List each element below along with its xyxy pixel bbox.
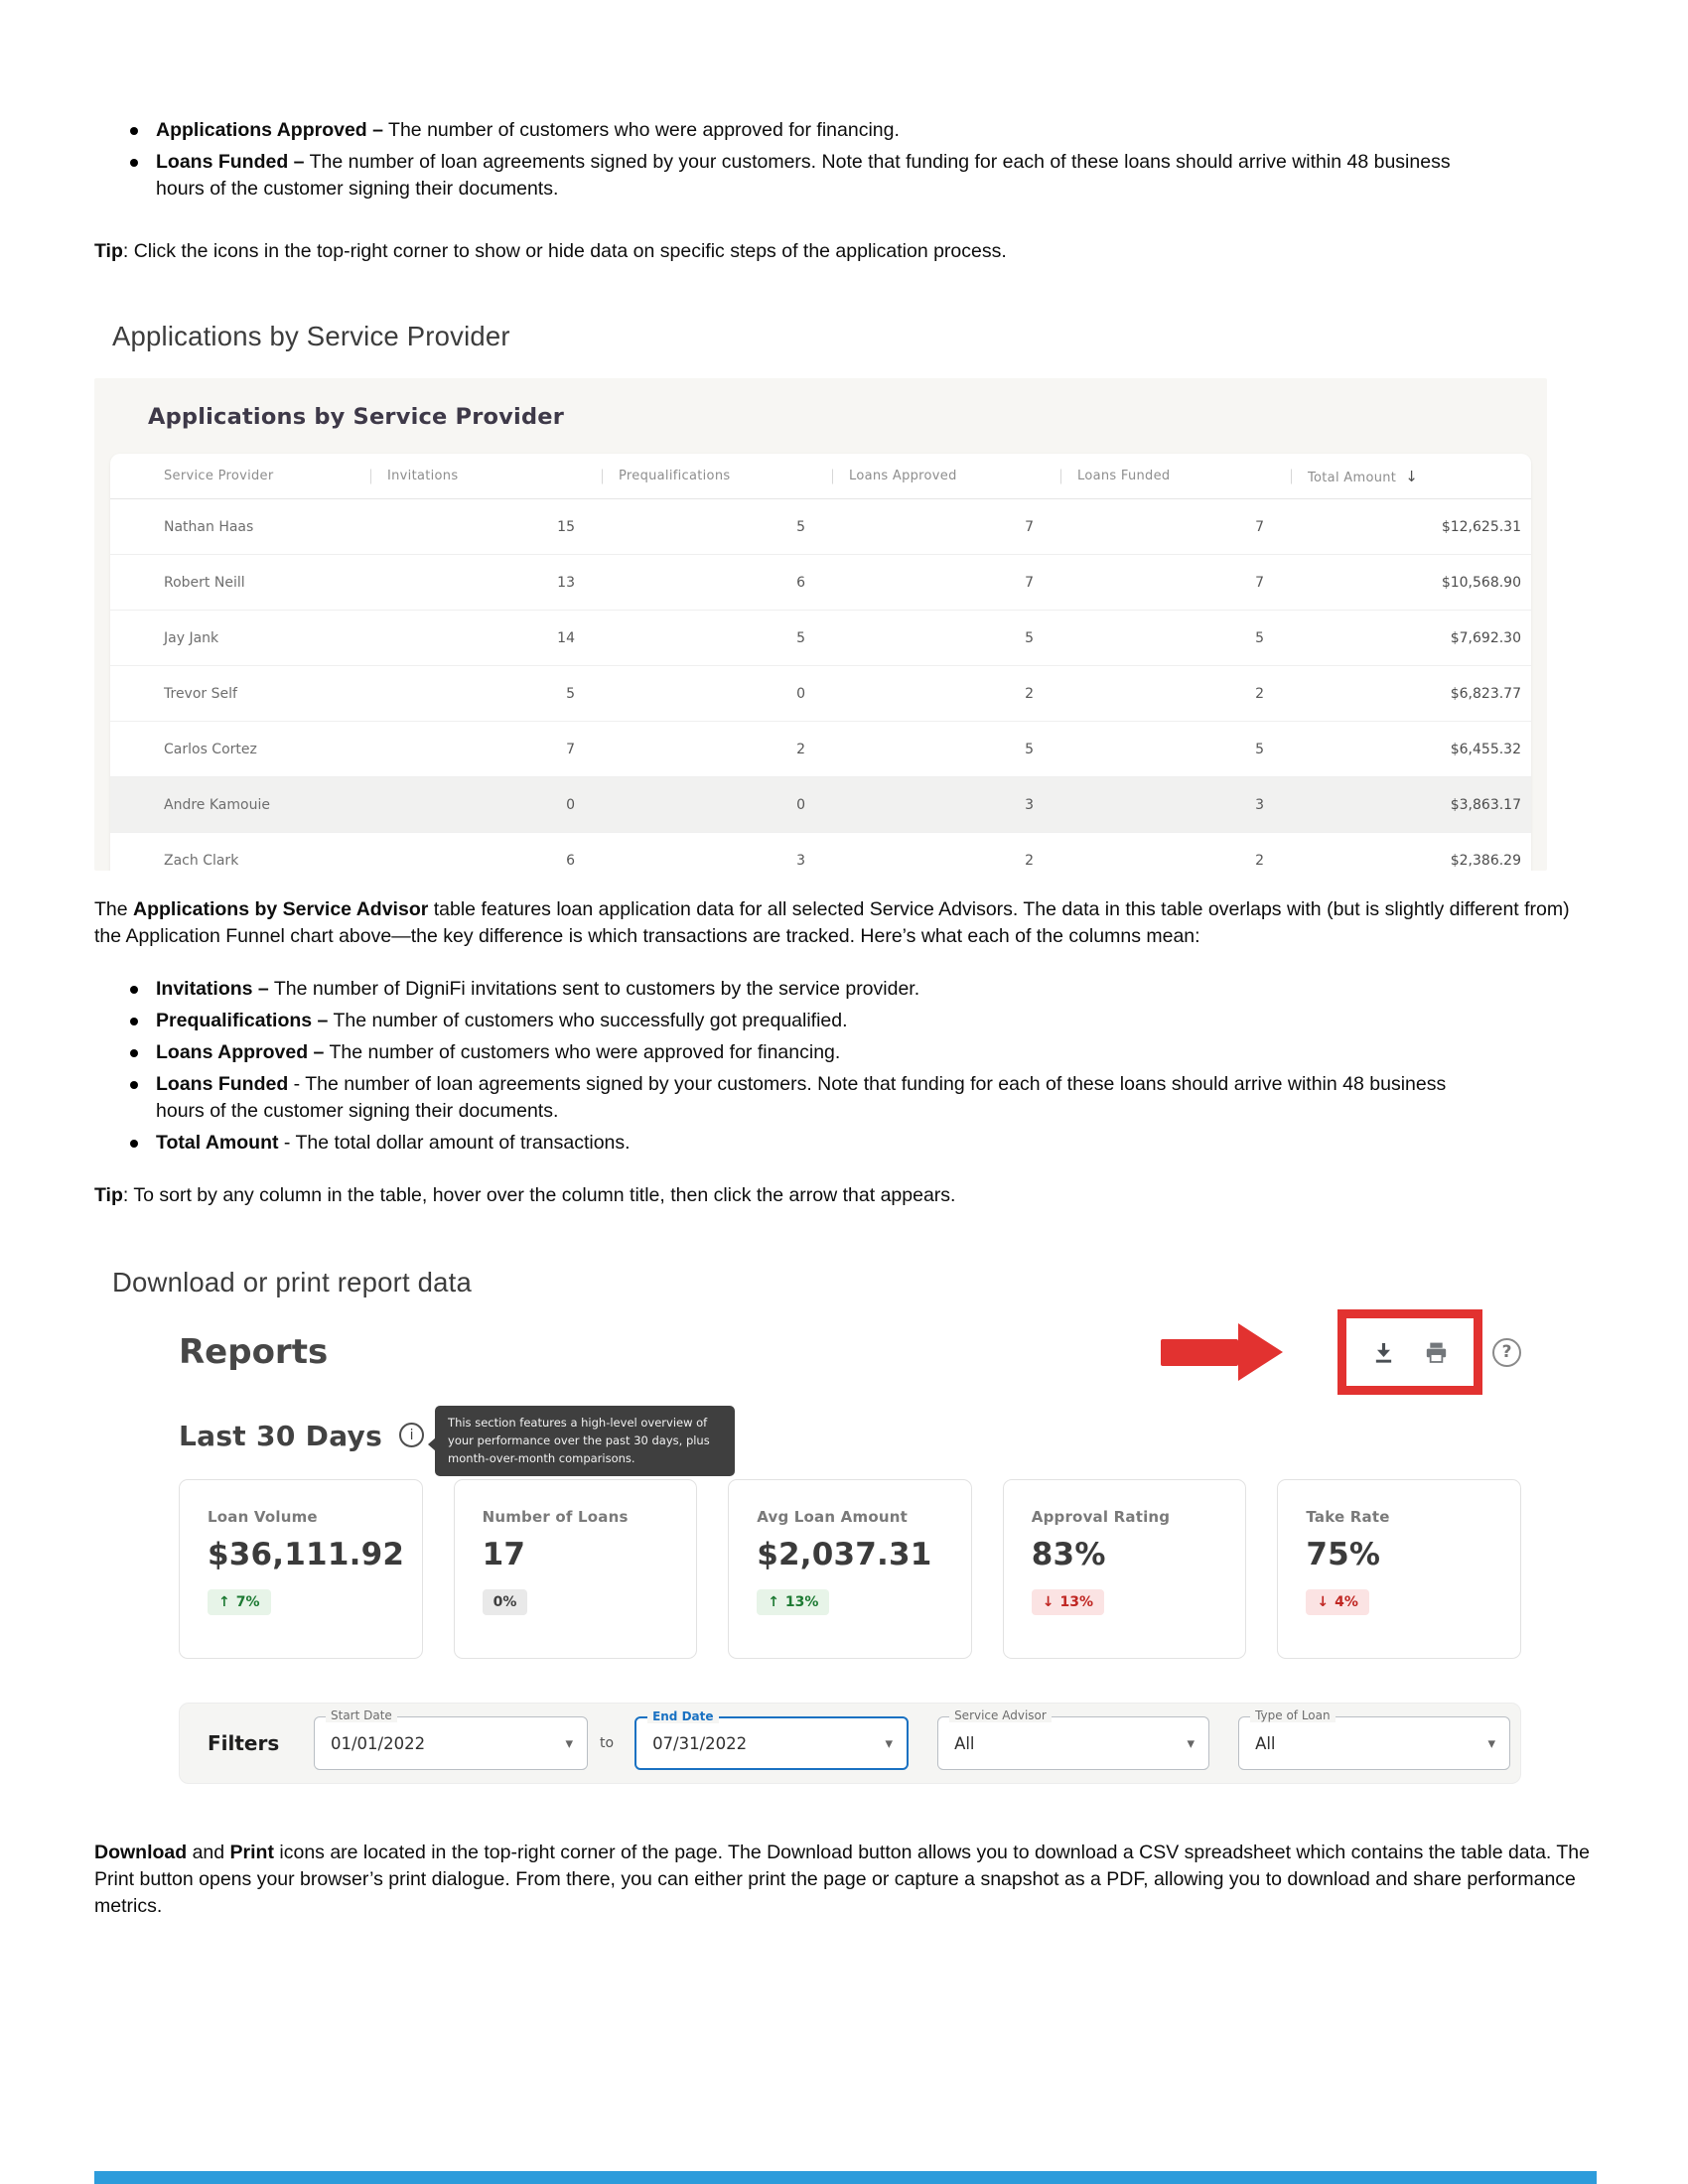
column-header-service-provider[interactable]: Service Provider (164, 469, 274, 483)
service-advisor-select[interactable] (937, 1708, 1209, 1770)
metric-delta-badge (757, 1589, 829, 1615)
section-heading-download-or-print: Download or print report data (112, 1267, 472, 1297)
metric-delta: 0% (492, 1594, 517, 1610)
bullet-term: Loans Funded (156, 1073, 289, 1095)
column-header-loans-approved[interactable]: Loans Approved (832, 469, 1060, 483)
metric-label: Approval Rating (1031, 1508, 1171, 1526)
column-header-label: Total Amount (1308, 470, 1397, 485)
cell-service-provider: Andre Kamouie (164, 796, 270, 813)
metric-label: Take Rate (1306, 1508, 1390, 1526)
cell-total-amount: $12,625.31 (1441, 518, 1521, 535)
start-date-select[interactable] (314, 1708, 588, 1770)
bullet-item (156, 976, 1455, 1003)
start-date-label: Start Date (326, 1708, 397, 1722)
cell-prequalifications: 5 (796, 518, 805, 535)
cell-invitations: 15 (557, 518, 575, 535)
metric-card (1003, 1479, 1247, 1659)
service-provider-table (110, 454, 1531, 871)
cell-loans-approved: 7 (1025, 518, 1034, 535)
cell-prequalifications: 6 (796, 574, 805, 591)
bullet-item (156, 149, 1455, 203)
caret-down-icon: ▾ (1487, 1734, 1496, 1752)
cell-invitations: 13 (557, 574, 575, 591)
column-header-loans-funded[interactable]: Loans Funded (1060, 469, 1291, 483)
table-body (110, 499, 1531, 871)
download-icon[interactable] (1370, 1339, 1397, 1366)
bullet-item (156, 1071, 1455, 1125)
period-label: Last 30 Days (179, 1420, 383, 1452)
help-icon[interactable]: ? (1492, 1338, 1521, 1367)
filters-label: Filters (208, 1731, 280, 1755)
filters-bar (179, 1703, 1521, 1784)
caret-down-icon: ▾ (885, 1734, 894, 1752)
metric-delta: 7% (235, 1594, 260, 1610)
cell-loans-funded: 3 (1255, 796, 1264, 813)
cell-loans-funded: 2 (1255, 685, 1264, 702)
cell-prequalifications: 0 (796, 685, 805, 702)
end-date-label: End Date (647, 1709, 718, 1723)
bullet-item (156, 1039, 1455, 1066)
embedded-reports-screenshot (179, 1308, 1521, 1784)
cell-total-amount: $7,692.30 (1450, 629, 1521, 646)
cell-prequalifications: 2 (796, 741, 805, 757)
reports-header (179, 1308, 1521, 1396)
cell-service-provider: Zach Clark (164, 852, 239, 869)
bullet-desc: The number of customers who successfully got prequalified. (328, 1010, 848, 1031)
column-definition-list (94, 976, 1457, 1157)
cell-service-provider: Nathan Haas (164, 518, 254, 535)
section-heading-applications-by-service-provider: Applications by Service Provider (112, 321, 510, 351)
bullet-term: Invitations – (156, 978, 269, 1000)
tip-paragraph (94, 238, 1596, 265)
bullet-desc: The number of customers who were approved for financing. (382, 119, 900, 141)
bullet-desc: The number of loan agreements signed by your customers. Note that funding for each of these loans should arrive within 48 business hours of the customer signing their documents. (156, 151, 1451, 200)
print-icon[interactable] (1423, 1339, 1450, 1366)
caret-down-icon: ▾ (565, 1734, 573, 1752)
column-header-prequalifications[interactable]: Prequalifications (602, 469, 832, 483)
red-arrow-head (1238, 1323, 1283, 1381)
cell-loans-approved: 2 (1025, 852, 1034, 869)
table-row (110, 666, 1531, 722)
cell-loans-approved: 7 (1025, 574, 1034, 591)
metric-value: $36,111.92 (208, 1537, 405, 1572)
cell-loans-funded: 2 (1255, 852, 1264, 869)
date-range-to-text: to (600, 1735, 615, 1751)
metric-value: $2,037.31 (757, 1537, 932, 1572)
embedded-table-screenshot (94, 378, 1547, 871)
cell-loans-approved: 5 (1025, 741, 1034, 757)
download-print-description-paragraph: Download and Print icons are located in the top-right corner of the page. The Download button allows you to download a CSV spreadsheet which contains the table data. The Print button opens your browser’s print dialogue. From there, you can either print the page or capture a snapshot as a PDF, allowing you to download and share performance metrics. (94, 1842, 1590, 1917)
bullet-desc: The number of customers who were approved for financing. (324, 1041, 841, 1063)
caret-down-icon: ▾ (1187, 1734, 1196, 1752)
next-screenshot-top-edge (94, 2171, 1597, 2184)
period-row (179, 1404, 1521, 1479)
table-title: Applications by Service Provider (148, 404, 565, 430)
metric-card (179, 1479, 423, 1659)
intro-bullet-list (94, 117, 1457, 203)
trend-arrow-icon: ↓ (1317, 1594, 1330, 1610)
bullet-term: Loans Funded – (156, 151, 305, 173)
tip-text: : To sort by any column in the table, hover over the column title, then click the arrow that appears. (122, 1184, 956, 1206)
bullet-item (156, 1130, 1455, 1157)
metric-delta-badge (483, 1589, 528, 1615)
cell-prequalifications: 3 (796, 852, 805, 869)
bullet-term: Total Amount (156, 1132, 279, 1154)
table-row (110, 499, 1531, 555)
metric-value: 83% (1031, 1537, 1106, 1572)
trend-arrow-icon: ↓ (1042, 1594, 1055, 1610)
metric-delta: 13% (784, 1594, 819, 1610)
tip-label: Tip (94, 240, 123, 262)
metric-delta: 4% (1335, 1594, 1358, 1610)
cell-invitations: 14 (557, 629, 575, 646)
service-advisor-label: Service Advisor (949, 1708, 1052, 1722)
cell-total-amount: $10,568.90 (1441, 574, 1521, 591)
cell-total-amount: $6,455.32 (1450, 741, 1521, 757)
cell-invitations: 6 (566, 852, 575, 869)
tip-label: Tip (94, 1184, 123, 1206)
metric-label: Number of Loans (482, 1508, 629, 1526)
cell-invitations: 0 (566, 796, 575, 813)
bullet-item (156, 117, 1455, 144)
type-of-loan-select[interactable] (1238, 1708, 1510, 1770)
tip-text: : Click the icons in the top-right corner to show or hide data on specific steps of the application process. (122, 240, 1007, 262)
metric-card (1277, 1479, 1521, 1659)
info-icon[interactable]: i (399, 1423, 424, 1447)
table-row (110, 555, 1531, 611)
metric-value: 75% (1306, 1537, 1381, 1572)
red-highlight-box (1337, 1309, 1482, 1395)
start-date-value: 01/01/2022 (331, 1733, 426, 1753)
sort-descending-icon[interactable]: ↓ (1405, 467, 1419, 485)
cell-loans-approved: 3 (1025, 796, 1034, 813)
tip-paragraph (94, 1182, 1596, 1209)
bullet-desc: - The total dollar amount of transactions. (278, 1132, 631, 1154)
cell-loans-approved: 2 (1025, 685, 1034, 702)
cell-loans-funded: 7 (1255, 574, 1264, 591)
cell-total-amount: $3,863.17 (1450, 796, 1521, 813)
info-tooltip: This section features a high-level overview of your performance over the past 30 days, plus month-over-month comparisons. (435, 1406, 735, 1476)
cell-service-provider: Trevor Self (164, 685, 237, 702)
metric-card (454, 1479, 698, 1659)
bullet-desc: The number of DigniFi invitations sent to customers by the service provider. (268, 978, 920, 1000)
cell-loans-funded: 5 (1255, 741, 1264, 757)
end-date-select[interactable] (634, 1709, 909, 1770)
trend-arrow-icon: ↑ (218, 1594, 230, 1610)
reports-page-title: Reports (179, 1332, 329, 1372)
cell-service-provider: Jay Jank (164, 629, 219, 646)
cell-service-provider: Carlos Cortez (164, 741, 257, 757)
metric-delta: 13% (1059, 1594, 1094, 1610)
red-arrow-shaft (1161, 1339, 1238, 1366)
column-header-invitations[interactable]: Invitations (370, 469, 602, 483)
bullet-item (156, 1008, 1455, 1034)
cell-total-amount: $2,386.29 (1450, 852, 1521, 869)
cell-total-amount: $6,823.77 (1450, 685, 1521, 702)
bullet-term: Applications Approved – (156, 119, 383, 141)
metric-delta-badge (208, 1589, 271, 1615)
table-row (110, 777, 1531, 833)
type-of-loan-value: All (1255, 1733, 1276, 1753)
metric-label: Avg Loan Amount (757, 1508, 908, 1526)
bullet-desc: - The number of loan agreements signed by your customers. Note that funding for each of these loans should arrive within 48 business hours of the customer signing their documents. (156, 1073, 1447, 1122)
cell-prequalifications: 0 (796, 796, 805, 813)
bullet-term: Prequalifications – (156, 1010, 329, 1031)
bullet-term: Loans Approved – (156, 1041, 325, 1063)
cell-invitations: 5 (566, 685, 575, 702)
metric-label: Loan Volume (208, 1508, 318, 1526)
table-row (110, 611, 1531, 666)
cell-prequalifications: 5 (796, 629, 805, 646)
red-arrow-annotation (1161, 1323, 1283, 1381)
cell-loans-funded: 5 (1255, 629, 1264, 646)
table-description-paragraph: The Applications by Service Advisor table features loan application data for all selected Service Advisors. The data in this table overlaps with (but is slightly different from) the Application Funnel chart above—the key difference is which transactions are tracked. Here’s what each of the columns mean: (94, 898, 1570, 947)
metric-delta-badge (1306, 1589, 1369, 1615)
metric-cards-row (179, 1479, 1521, 1659)
metric-value: 17 (482, 1537, 526, 1572)
cell-loans-approved: 5 (1025, 629, 1034, 646)
metric-card (728, 1479, 972, 1659)
metric-delta-badge (1032, 1589, 1104, 1615)
cell-invitations: 7 (566, 741, 575, 757)
type-of-loan-label: Type of Loan (1250, 1708, 1336, 1722)
cell-loans-funded: 7 (1255, 518, 1264, 535)
table-row (110, 722, 1531, 777)
table-row (110, 833, 1531, 871)
column-header-total-amount[interactable] (1291, 468, 1531, 485)
cell-service-provider: Robert Neill (164, 574, 245, 591)
trend-arrow-icon: ↑ (768, 1594, 779, 1610)
service-advisor-value: All (954, 1733, 975, 1753)
table-header-row (110, 454, 1531, 499)
end-date-value: 07/31/2022 (652, 1733, 748, 1753)
